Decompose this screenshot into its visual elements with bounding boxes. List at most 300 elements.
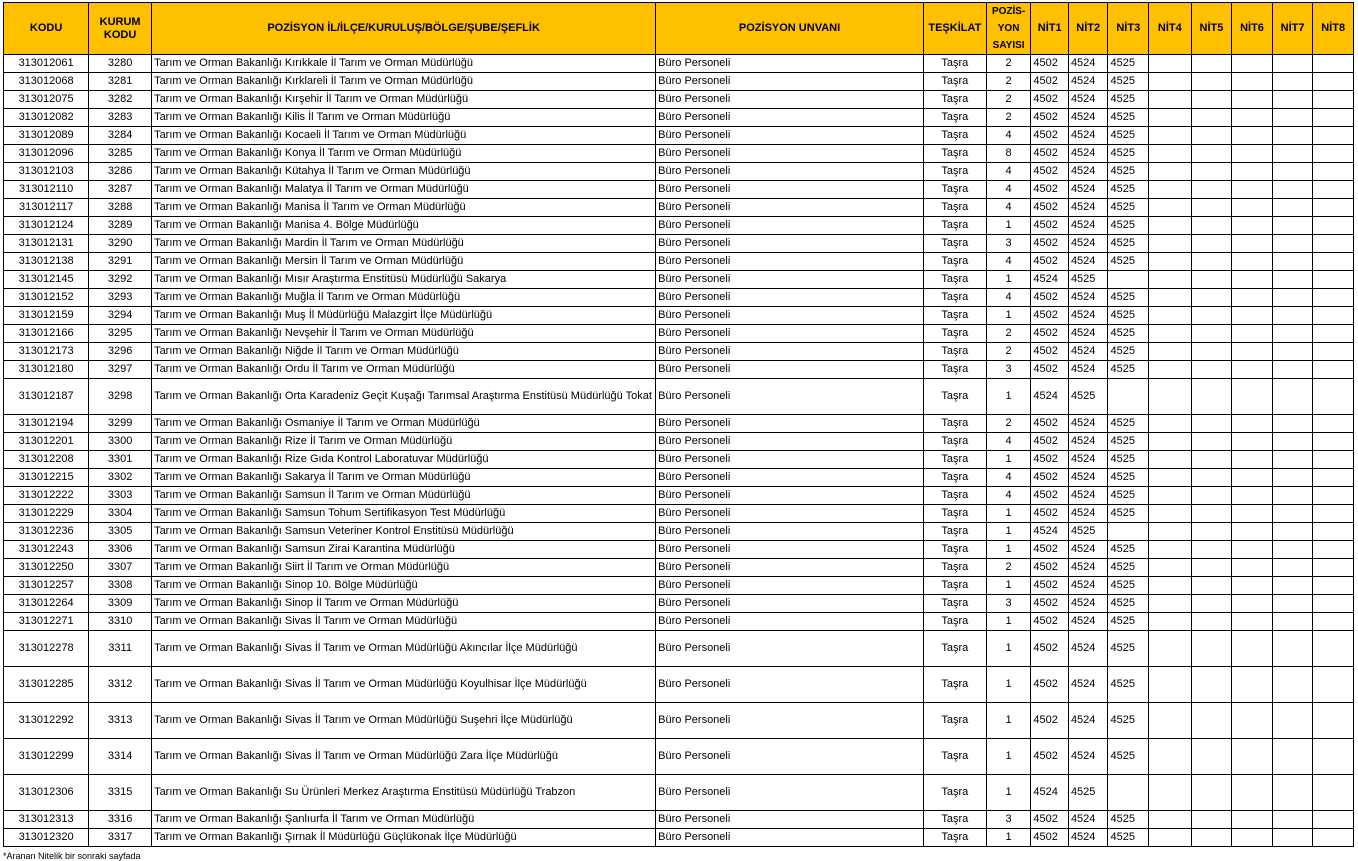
cell-nit5 [1191,631,1232,667]
cell-unvan: Büro Personeli [656,523,924,541]
cell-nit1: 4502 [1031,613,1069,631]
cell-kurum-kodu: 3297 [89,361,152,379]
cell-nit7 [1272,343,1313,361]
cell-nit6 [1232,361,1273,379]
cell-kurum-kodu: 3291 [89,253,152,271]
table-row [4,613,1354,631]
cell-nit2: 4524 [1068,469,1108,487]
cell-nit7 [1272,505,1313,523]
table-row [4,379,1354,415]
cell-unvan: Büro Personeli [656,739,924,775]
cell-pozisyon: Tarım ve Orman Bakanlığı Rize İl Tarım ve Orman Müdürlüğü [152,433,656,451]
cell-nit4 [1149,595,1192,613]
cell-nit3: 4525 [1108,91,1149,109]
cell-pozisyon: Tarım ve Orman Bakanlığı Sivas İl Tarım ve Orman Müdürlüğü Zara İlçe Müdürlüğü [152,739,656,775]
cell-teskilat: Taşra [923,811,986,829]
cell-nit1: 4502 [1031,163,1069,181]
cell-nit7 [1272,163,1313,181]
cell-pozisyon-sayisi: 1 [986,703,1031,739]
cell-unvan: Büro Personeli [656,343,924,361]
cell-nit8 [1313,307,1354,325]
cell-nit8 [1313,415,1354,433]
cell-pozisyon: Tarım ve Orman Bakanlığı Şırnak İl Müdürlüğü Güçlükonak İlçe Müdürlüğü [152,829,656,847]
cell-nit2: 4524 [1068,289,1108,307]
cell-nit5 [1191,703,1232,739]
cell-nit1: 4502 [1031,559,1069,577]
cell-nit8 [1313,559,1354,577]
cell-pozisyon: Tarım ve Orman Bakanlığı Kilis İl Tarım ve Orman Müdürlüğü [152,109,656,127]
cell-nit2: 4524 [1068,181,1108,199]
cell-kurum-kodu: 3293 [89,289,152,307]
cell-pozisyon: Tarım ve Orman Bakanlığı Ordu İl Tarım ve Orman Müdürlüğü [152,361,656,379]
cell-kodu: 313012173 [4,343,89,361]
cell-nit3: 4525 [1108,739,1149,775]
cell-nit7 [1272,55,1313,73]
cell-pozisyon: Tarım ve Orman Bakanlığı Konya İl Tarım ve Orman Müdürlüğü [152,145,656,163]
cell-nit6 [1232,217,1273,235]
cell-pozisyon: Tarım ve Orman Bakanlığı Kırşehir İl Tarım ve Orman Müdürlüğü [152,91,656,109]
cell-nit7 [1272,559,1313,577]
header-nit1: NİT1 [1031,3,1069,55]
cell-nit2: 4524 [1068,451,1108,469]
cell-nit7 [1272,487,1313,505]
cell-kurum-kodu: 3294 [89,307,152,325]
cell-kurum-kodu: 3303 [89,487,152,505]
cell-nit5 [1191,361,1232,379]
cell-nit4 [1149,631,1192,667]
cell-unvan: Büro Personeli [656,73,924,91]
cell-pozisyon-sayisi: 4 [986,469,1031,487]
cell-kodu: 313012138 [4,253,89,271]
cell-kodu: 313012180 [4,361,89,379]
cell-nit5 [1191,811,1232,829]
cell-kurum-kodu: 3315 [89,775,152,811]
cell-kodu: 313012306 [4,775,89,811]
cell-pozisyon: Tarım ve Orman Bakanlığı Rize Gıda Kontrol Laboratuvar Müdürlüğü [152,451,656,469]
cell-nit4 [1149,451,1192,469]
cell-pozisyon: Tarım ve Orman Bakanlığı Orta Karadeniz Geçit Kuşağı Tarımsal Araştırma Enstitüsü Müdürlüğü Tokat [152,379,656,415]
cell-pozisyon: Tarım ve Orman Bakanlığı Siirt İl Tarım ve Orman Müdürlüğü [152,559,656,577]
cell-unvan: Büro Personeli [656,289,924,307]
cell-pozisyon-sayisi: 2 [986,109,1031,127]
cell-kodu: 313012236 [4,523,89,541]
cell-kodu: 313012061 [4,55,89,73]
cell-teskilat: Taşra [923,577,986,595]
cell-nit6 [1232,199,1273,217]
cell-kodu: 313012299 [4,739,89,775]
cell-nit3: 4525 [1108,325,1149,343]
cell-nit1: 4502 [1031,667,1069,703]
cell-nit8 [1313,811,1354,829]
cell-unvan: Büro Personeli [656,163,924,181]
cell-kodu: 313012159 [4,307,89,325]
cell-pozisyon-sayisi: 1 [986,577,1031,595]
cell-nit5 [1191,523,1232,541]
cell-nit1: 4502 [1031,73,1069,91]
cell-nit1: 4502 [1031,253,1069,271]
cell-pozisyon: Tarım ve Orman Bakanlığı Sinop 10. Bölge Müdürlüğü [152,577,656,595]
table-row [4,631,1354,667]
cell-unvan: Büro Personeli [656,181,924,199]
cell-pozisyon-sayisi: 1 [986,451,1031,469]
cell-nit3: 4525 [1108,433,1149,451]
cell-nit8 [1313,145,1354,163]
cell-nit4 [1149,487,1192,505]
table-row [4,199,1354,217]
cell-teskilat: Taşra [923,739,986,775]
cell-nit1: 4502 [1031,469,1069,487]
cell-nit3: 4525 [1108,199,1149,217]
cell-nit2: 4524 [1068,343,1108,361]
cell-pozisyon-sayisi: 4 [986,289,1031,307]
cell-nit6 [1232,379,1273,415]
cell-nit7 [1272,73,1313,91]
cell-kurum-kodu: 3316 [89,811,152,829]
cell-nit7 [1272,523,1313,541]
cell-nit5 [1191,469,1232,487]
cell-kodu: 313012229 [4,505,89,523]
cell-nit2: 4525 [1068,523,1108,541]
cell-nit4 [1149,829,1192,847]
cell-teskilat: Taşra [923,703,986,739]
cell-nit4 [1149,91,1192,109]
cell-nit4 [1149,505,1192,523]
cell-nit3: 4525 [1108,127,1149,145]
cell-nit6 [1232,739,1273,775]
cell-unvan: Büro Personeli [656,217,924,235]
table-row [4,109,1354,127]
cell-nit8 [1313,253,1354,271]
table-row [4,541,1354,559]
cell-unvan: Büro Personeli [656,703,924,739]
cell-teskilat: Taşra [923,523,986,541]
cell-pozisyon-sayisi: 3 [986,595,1031,613]
cell-pozisyon: Tarım ve Orman Bakanlığı Sivas İl Tarım ve Orman Müdürlüğü Akıncılar İlçe Müdürlüğü [152,631,656,667]
cell-nit8 [1313,577,1354,595]
cell-teskilat: Taşra [923,361,986,379]
cell-nit5 [1191,253,1232,271]
cell-nit2: 4524 [1068,361,1108,379]
cell-nit1: 4502 [1031,703,1069,739]
cell-teskilat: Taşra [923,109,986,127]
cell-kurum-kodu: 3286 [89,163,152,181]
cell-nit1: 4502 [1031,811,1069,829]
cell-nit4 [1149,55,1192,73]
cell-nit3: 4525 [1108,487,1149,505]
cell-nit5 [1191,91,1232,109]
cell-kodu: 313012320 [4,829,89,847]
cell-nit1: 4502 [1031,199,1069,217]
cell-nit8 [1313,163,1354,181]
cell-nit2: 4524 [1068,703,1108,739]
table-row [4,451,1354,469]
cell-nit5 [1191,343,1232,361]
cell-teskilat: Taşra [923,505,986,523]
cell-pozisyon-sayisi: 4 [986,253,1031,271]
cell-kurum-kodu: 3313 [89,703,152,739]
cell-nit2: 4524 [1068,199,1108,217]
cell-nit4 [1149,523,1192,541]
cell-nit5 [1191,181,1232,199]
cell-nit8 [1313,595,1354,613]
cell-nit8 [1313,73,1354,91]
cell-kurum-kodu: 3312 [89,667,152,703]
table-row [4,505,1354,523]
cell-nit1: 4502 [1031,631,1069,667]
cell-pozisyon-sayisi: 1 [986,505,1031,523]
header-nit4: NİT4 [1149,3,1192,55]
cell-nit6 [1232,235,1273,253]
cell-pozisyon: Tarım ve Orman Bakanlığı Sakarya İl Tarım ve Orman Müdürlüğü [152,469,656,487]
cell-unvan: Büro Personeli [656,415,924,433]
cell-kodu: 313012131 [4,235,89,253]
cell-kodu: 313012278 [4,631,89,667]
cell-nit5 [1191,559,1232,577]
cell-nit5 [1191,145,1232,163]
cell-nit6 [1232,181,1273,199]
table-row [4,595,1354,613]
table-row [4,73,1354,91]
cell-nit5 [1191,109,1232,127]
cell-nit7 [1272,775,1313,811]
cell-nit6 [1232,325,1273,343]
cell-nit6 [1232,829,1273,847]
cell-nit2: 4524 [1068,127,1108,145]
cell-kurum-kodu: 3301 [89,451,152,469]
cell-nit6 [1232,775,1273,811]
cell-kodu: 313012215 [4,469,89,487]
cell-kurum-kodu: 3300 [89,433,152,451]
cell-nit5 [1191,451,1232,469]
cell-nit6 [1232,343,1273,361]
cell-nit6 [1232,667,1273,703]
cell-nit1: 4502 [1031,91,1069,109]
cell-nit5 [1191,289,1232,307]
table-row [4,307,1354,325]
cell-nit7 [1272,181,1313,199]
cell-nit8 [1313,325,1354,343]
cell-kodu: 313012166 [4,325,89,343]
cell-kurum-kodu: 3306 [89,541,152,559]
cell-kodu: 313012285 [4,667,89,703]
cell-pozisyon-sayisi: 1 [986,523,1031,541]
cell-kodu: 313012201 [4,433,89,451]
cell-nit3: 4525 [1108,253,1149,271]
cell-nit2: 4524 [1068,253,1108,271]
cell-unvan: Büro Personeli [656,379,924,415]
header-nit5: NİT5 [1191,3,1232,55]
cell-kodu: 313012124 [4,217,89,235]
cell-kurum-kodu: 3282 [89,91,152,109]
cell-nit7 [1272,613,1313,631]
cell-nit7 [1272,577,1313,595]
cell-nit6 [1232,505,1273,523]
cell-nit8 [1313,487,1354,505]
cell-nit3: 4525 [1108,415,1149,433]
cell-nit2: 4525 [1068,379,1108,415]
table-row [4,667,1354,703]
cell-pozisyon-sayisi: 2 [986,73,1031,91]
cell-nit4 [1149,271,1192,289]
cell-nit5 [1191,379,1232,415]
cell-teskilat: Taşra [923,163,986,181]
cell-pozisyon: Tarım ve Orman Bakanlığı Sivas İl Tarım ve Orman Müdürlüğü Koyulhisar İlçe Müdürlüğü [152,667,656,703]
cell-kurum-kodu: 3311 [89,631,152,667]
cell-teskilat: Taşra [923,487,986,505]
cell-kurum-kodu: 3295 [89,325,152,343]
cell-nit8 [1313,55,1354,73]
cell-nit1: 4502 [1031,289,1069,307]
cell-nit2: 4524 [1068,613,1108,631]
cell-nit3: 4525 [1108,163,1149,181]
cell-nit7 [1272,325,1313,343]
cell-nit7 [1272,253,1313,271]
cell-teskilat: Taşra [923,469,986,487]
cell-nit6 [1232,109,1273,127]
cell-nit2: 4524 [1068,595,1108,613]
cell-nit2: 4524 [1068,307,1108,325]
cell-nit8 [1313,181,1354,199]
cell-nit5 [1191,541,1232,559]
cell-nit2: 4524 [1068,433,1108,451]
cell-kodu: 313012110 [4,181,89,199]
cell-nit5 [1191,775,1232,811]
cell-teskilat: Taşra [923,379,986,415]
cell-pozisyon: Tarım ve Orman Bakanlığı Su Ürünleri Merkez Araştırma Enstitüsü Müdürlüğü Trabzon [152,775,656,811]
cell-nit3 [1108,379,1149,415]
table-row [4,325,1354,343]
cell-nit1: 4502 [1031,307,1069,325]
cell-kodu: 313012117 [4,199,89,217]
cell-nit1: 4502 [1031,55,1069,73]
cell-nit8 [1313,505,1354,523]
table-row [4,559,1354,577]
cell-pozisyon-sayisi: 1 [986,307,1031,325]
cell-nit4 [1149,145,1192,163]
header-nit2: NİT2 [1068,3,1108,55]
cell-nit8 [1313,541,1354,559]
cell-kodu: 313012250 [4,559,89,577]
cell-pozisyon: Tarım ve Orman Bakanlığı Manisa İl Tarım ve Orman Müdürlüğü [152,199,656,217]
cell-nit5 [1191,433,1232,451]
cell-nit3: 4525 [1108,361,1149,379]
cell-kurum-kodu: 3299 [89,415,152,433]
cell-nit4 [1149,559,1192,577]
cell-nit6 [1232,577,1273,595]
cell-nit3: 4525 [1108,631,1149,667]
cell-pozisyon: Tarım ve Orman Bakanlığı Nevşehir İl Tarım ve Orman Müdürlüğü [152,325,656,343]
cell-nit3: 4525 [1108,667,1149,703]
cell-nit8 [1313,127,1354,145]
cell-kurum-kodu: 3296 [89,343,152,361]
cell-nit8 [1313,775,1354,811]
cell-nit7 [1272,361,1313,379]
cell-nit3: 4525 [1108,55,1149,73]
cell-kurum-kodu: 3290 [89,235,152,253]
cell-pozisyon-sayisi: 4 [986,181,1031,199]
cell-nit4 [1149,127,1192,145]
cell-nit5 [1191,667,1232,703]
cell-nit5 [1191,307,1232,325]
cell-pozisyon-sayisi: 2 [986,415,1031,433]
cell-nit4 [1149,181,1192,199]
table-row [4,415,1354,433]
cell-nit5 [1191,739,1232,775]
cell-unvan: Büro Personeli [656,559,924,577]
cell-kurum-kodu: 3308 [89,577,152,595]
cell-nit7 [1272,433,1313,451]
cell-nit7 [1272,667,1313,703]
cell-teskilat: Taşra [923,595,986,613]
cell-kurum-kodu: 3307 [89,559,152,577]
cell-nit2: 4525 [1068,271,1108,289]
cell-pozisyon-sayisi: 1 [986,829,1031,847]
cell-teskilat: Taşra [923,667,986,703]
header-nit6: NİT6 [1232,3,1273,55]
cell-nit2: 4524 [1068,559,1108,577]
header-teskilat: TEŞKİLAT [923,3,986,55]
cell-nit3: 4525 [1108,505,1149,523]
cell-teskilat: Taşra [923,559,986,577]
cell-pozisyon-sayisi: 3 [986,235,1031,253]
cell-nit2: 4524 [1068,55,1108,73]
cell-nit2: 4524 [1068,73,1108,91]
cell-nit2: 4524 [1068,217,1108,235]
cell-nit2: 4524 [1068,235,1108,253]
cell-nit8 [1313,739,1354,775]
cell-unvan: Büro Personeli [656,253,924,271]
cell-nit7 [1272,145,1313,163]
cell-nit8 [1313,523,1354,541]
cell-nit7 [1272,307,1313,325]
cell-pozisyon: Tarım ve Orman Bakanlığı Sivas İl Tarım ve Orman Müdürlüğü [152,613,656,631]
cell-nit1: 4524 [1031,379,1069,415]
table-row [4,235,1354,253]
cell-nit8 [1313,343,1354,361]
cell-nit5 [1191,217,1232,235]
cell-nit5 [1191,199,1232,217]
cell-unvan: Büro Personeli [656,235,924,253]
cell-teskilat: Taşra [923,829,986,847]
cell-nit7 [1272,595,1313,613]
cell-pozisyon-sayisi: 1 [986,667,1031,703]
cell-nit4 [1149,739,1192,775]
cell-nit8 [1313,217,1354,235]
cell-pozisyon-sayisi: 2 [986,325,1031,343]
cell-nit4 [1149,199,1192,217]
table-body [4,55,1354,847]
cell-pozisyon: Tarım ve Orman Bakanlığı Şanlıurfa İl Tarım ve Orman Müdürlüğü [152,811,656,829]
table-row [4,91,1354,109]
cell-nit1: 4524 [1031,271,1069,289]
cell-nit2: 4524 [1068,577,1108,595]
cell-nit8 [1313,613,1354,631]
cell-nit4 [1149,289,1192,307]
cell-pozisyon-sayisi: 1 [986,379,1031,415]
cell-nit5 [1191,127,1232,145]
cell-nit3: 4525 [1108,811,1149,829]
cell-nit4 [1149,577,1192,595]
cell-kurum-kodu: 3285 [89,145,152,163]
table-row [4,55,1354,73]
cell-nit1: 4502 [1031,181,1069,199]
cell-teskilat: Taşra [923,217,986,235]
cell-kodu: 313012257 [4,577,89,595]
cell-pozisyon: Tarım ve Orman Bakanlığı Sivas İl Tarım ve Orman Müdürlüğü Suşehri İlçe Müdürlüğü [152,703,656,739]
header-nit7: NİT7 [1272,3,1313,55]
cell-teskilat: Taşra [923,145,986,163]
cell-unvan: Büro Personeli [656,469,924,487]
